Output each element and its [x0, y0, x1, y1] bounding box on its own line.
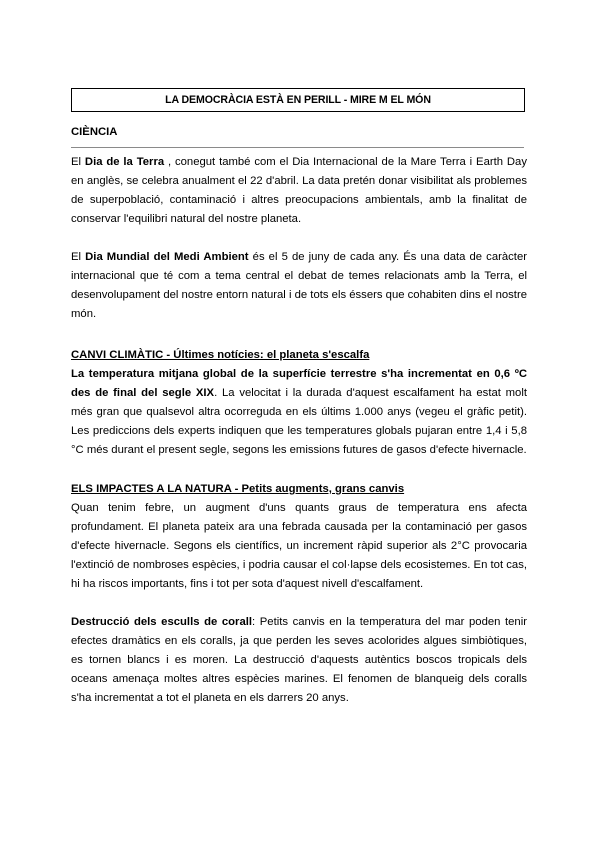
- p1-bold-term: Dia de la Terra: [84, 156, 165, 168]
- p3-text: . La velocitat i la durada d'aquest escalfament ha estat molt més gran que qualsevol altra ocorreguda en els últims 1.000 anys (vegeu el gràfic petit). Les prediccions dels experts indiquen que les temperatures globals pujaran entre 1,4 i 5,8 °C més durant el present segle, segons les emissions futures de gasos d'efecte hivernacle.: [71, 387, 527, 456]
- paragraph-temperatura: [71, 365, 527, 460]
- p5-text: : Petits canvis en la temperatura del mar poden tenir efectes dramàtics en els coralls, ja que perden les seves acolorides algues simbiòtiques, es tornen blancs i es moren. La destrucció d'aquests autèntics boscos tropicals dels oceans amenaça moltes altres espècies marines. El fenomen de blanqueig dels coralls s'ha incrementat a tot el planeta en els darrers 20 anys.: [71, 616, 527, 704]
- p1-text-c: , conegut també com el Dia Internacional de la Mare Terra i Earth Day en anglès, se celebra anualment el 22 d'abril. La data pretén donar visibilitat als problemes de superpoblació, contaminació i altres preocupacions ambientals, amb la finalitat de conservar l'equilibri natural del nostre planeta.: [71, 156, 527, 225]
- paragraph-dia-medi-ambient: [71, 248, 527, 324]
- banner-title: [71, 88, 525, 112]
- p3-bold-lead: La temperatura mitjana global de la superfície terrestre s'ha incrementat en 0,6 ºC des de final del segle XIX: [71, 368, 527, 399]
- section-heading: CIÈNCIA: [71, 126, 118, 138]
- heading-impactes-natura: ELS IMPACTES A LA NATURA - Petits augments, grans canvis: [71, 483, 405, 495]
- p2-text-a: El: [71, 251, 86, 263]
- p2-bold-term: Dia Mundial del Medi Ambient: [85, 251, 249, 263]
- section-divider: [71, 147, 524, 148]
- paragraph-dia-terra: [71, 153, 527, 229]
- heading-canvi-climatic: CANVI CLIMÀTIC - Últimes notícies: el planeta s'escalfa: [71, 349, 370, 361]
- paragraph-febre: Quan tenim febre, un augment d'uns quants graus de temperatura ens afecta profundament. El planeta pateix ara una febrada causada per la contaminació per gasos d'efecte hivernacle. Segons els científics, un increment ràpid superior als 2°C provocaria l'extinció de nombroses espècies, i podria causar el col·lapse dels ecosistemes. En tot cas, hi ha riscos importants, fins i tot per sota d'aquest nivell d'escalfament.: [71, 502, 527, 590]
- p1-text-a: El: [71, 156, 85, 168]
- banner-title-text: LA DEMOCRÀCIA ESTÀ EN PERILL - MIRE M EL MÓN: [165, 94, 431, 106]
- p2-text-c: és el 5 de juny de cada any. És una data de caràcter internacional que té com a tema central el debat de temes relacionats amb la Terra, el desenvolupament del nostre entorn natural i de tots els éssers que cohabiten dins el nostre món.: [71, 251, 527, 320]
- paragraph-esculls-corall: [71, 613, 527, 708]
- p5-bold-term: Destrucció dels esculls de corall: [71, 616, 253, 628]
